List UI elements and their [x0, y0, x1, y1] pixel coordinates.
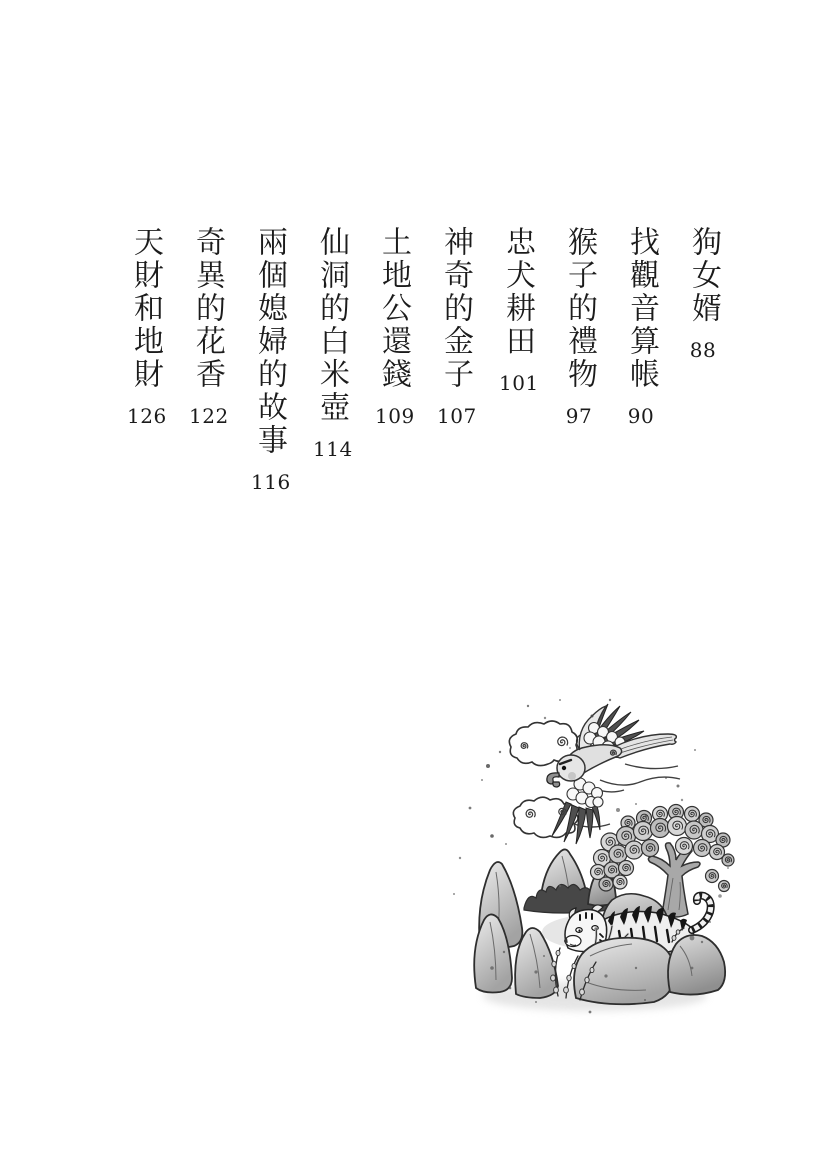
ink-speck	[665, 777, 667, 779]
illustration	[440, 690, 740, 1020]
ink-speck	[709, 921, 711, 923]
ink-speck	[481, 779, 483, 781]
ink-speck	[509, 987, 512, 990]
toc-entry	[313, 226, 353, 461]
toc-entry-title: 猴子的禮物	[562, 226, 597, 391]
ink-speck	[690, 936, 695, 941]
ink-speck	[544, 717, 546, 719]
toc-entry-page: 116	[251, 470, 291, 494]
ink-speck	[453, 893, 455, 895]
toc-entry	[437, 226, 477, 428]
hawk-cheek	[568, 772, 576, 780]
ink-speck	[459, 857, 461, 859]
toc-entry-title: 找觀音算帳	[624, 226, 659, 391]
toc-entry	[127, 226, 167, 428]
ink-speck	[569, 747, 571, 749]
ink-speck	[469, 807, 472, 810]
toc-entry-title: 兩個媳婦的故事	[252, 226, 287, 457]
toc-entry	[623, 226, 659, 428]
toc-entry-page: 97	[565, 404, 593, 428]
ink-speck	[559, 699, 561, 701]
toc-entry-title: 神奇的金子	[438, 226, 473, 391]
hawk-eye	[562, 766, 566, 770]
toc-entry-title: 忠犬耕田	[500, 226, 535, 358]
toc-entry-title: 狗女婿	[686, 226, 721, 325]
toc-entry-title: 奇異的花香	[190, 226, 225, 391]
toc-entry-title: 土地公還錢	[376, 226, 411, 391]
toc-entry	[561, 226, 597, 428]
ink-speck	[486, 764, 490, 768]
ink-speck	[591, 715, 594, 718]
toc-entry	[685, 226, 721, 362]
toc-entry-page: 114	[313, 437, 353, 461]
toc-entry-page: 90	[627, 404, 655, 428]
ink-speck	[505, 843, 507, 845]
ink-speck	[718, 894, 722, 898]
ink-speck	[701, 941, 703, 943]
toc-entry	[499, 226, 539, 395]
ink-speck	[609, 699, 611, 701]
ink-speck	[645, 815, 647, 817]
toc-entry	[189, 226, 229, 428]
ink-speck	[694, 749, 696, 751]
toc-entry	[375, 226, 415, 428]
toc-entry-page: 122	[189, 404, 229, 428]
ink-speck	[499, 751, 501, 753]
ink-speck	[535, 1001, 537, 1003]
toc-entry-page: 126	[127, 404, 167, 428]
toc-entry-page: 88	[689, 338, 717, 362]
ink-speck	[644, 999, 646, 1001]
toc-entry-title: 仙洞的白米壺	[314, 226, 349, 424]
toc-entry-page: 109	[375, 404, 415, 428]
ink-speck	[677, 785, 680, 788]
ink-speck	[681, 799, 683, 801]
toc-entry-page: 101	[499, 371, 539, 395]
ink-speck	[727, 867, 729, 869]
ink-speck	[589, 1011, 592, 1014]
tiger-tail	[692, 896, 711, 930]
toc-entry-page: 107	[437, 404, 477, 428]
toc-entry	[251, 226, 291, 494]
ink-speck	[490, 834, 494, 838]
ink-speck	[616, 808, 620, 812]
ink-speck	[527, 705, 529, 707]
toc-entry-title: 天財和地財	[128, 226, 163, 391]
ink-speck	[635, 803, 637, 805]
